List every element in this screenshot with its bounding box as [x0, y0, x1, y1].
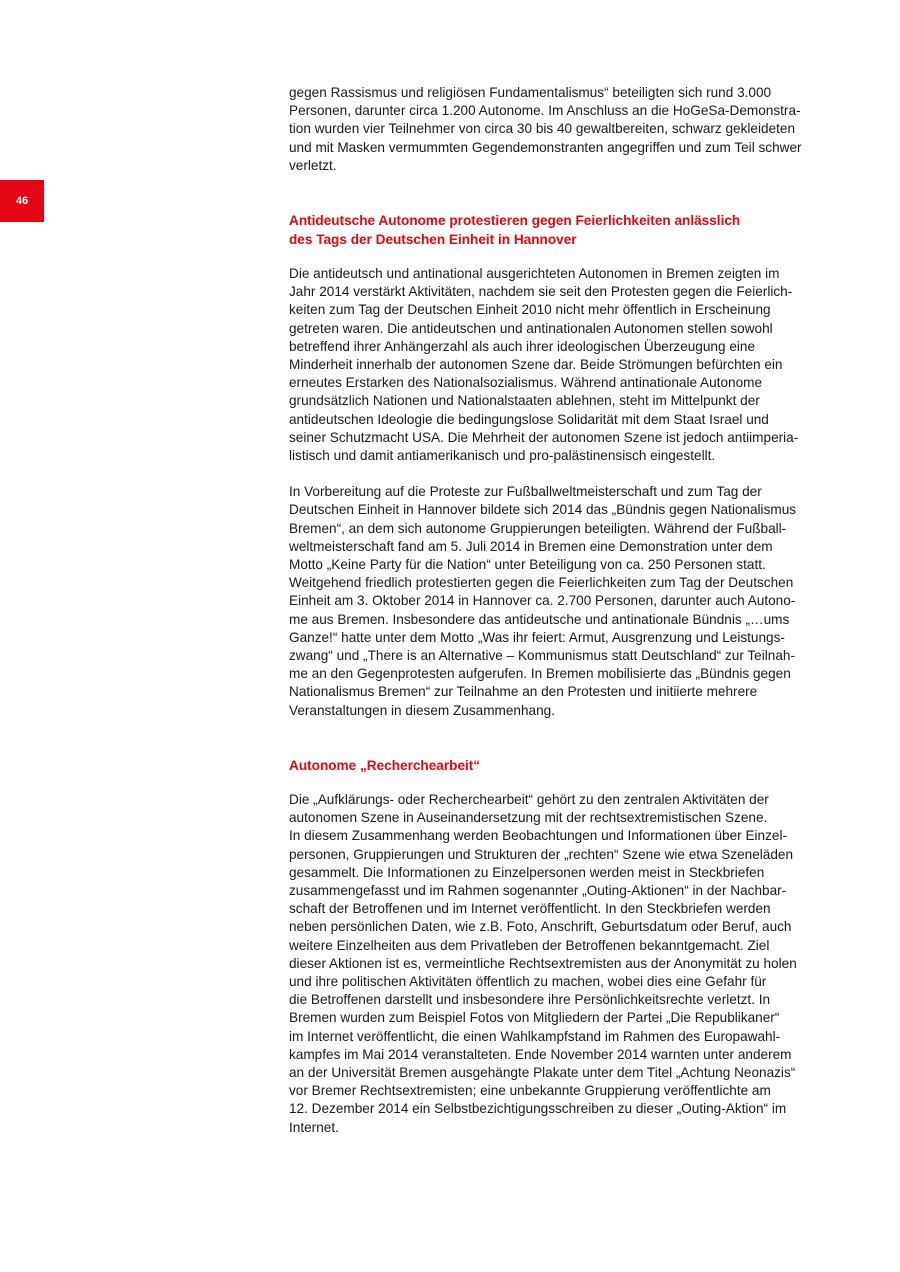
text-line: weltmeisterschaft fand am 5. Juli 2014 in Bremen eine Demonstration unter dem	[289, 538, 773, 554]
text-line: Jahr 2014 verstärkt Aktivitäten, nachdem sie seit den Protesten gegen die Feierlich-	[289, 284, 793, 300]
text-line: Ganze!“ hatte unter dem Motto „Was ihr feiert: Armut, Ausgrenzung und Leistungs-	[289, 629, 785, 645]
text-line: Veranstaltungen in diesem Zusammenhang.	[289, 702, 555, 718]
heading-line: des Tags der Deutschen Einheit in Hannover	[289, 232, 577, 248]
text-line: an der Universität Bremen ausgehängte Plakate unter dem Titel „Achtung Neonazis“	[289, 1064, 796, 1080]
text-line: betreffend ihrer Anhängerzahl als auch ihrer ideologischen Überzeugung eine	[289, 338, 756, 354]
text-line: Einheit am 3. Oktober 2014 in Hannover ca. 2.700 Personen, darunter auch Autono-	[289, 593, 796, 609]
text-line: autonomen Szene in Auseinandersetzung mit der rechtsextremistischen Szene.	[289, 810, 768, 826]
text-line: Minderheit innerhalb der autonomen Szene dar. Beide Strömungen befürchten ein	[289, 357, 783, 373]
text-line: 12. Dezember 2014 ein Selbstbezichtigungsschreiben zu dieser „Outing-Aktion“ im	[289, 1101, 787, 1117]
text-line: grundsätzlich Nationen und Nationalstaaten ablehnen, steht im Mittelpunkt der	[289, 393, 760, 409]
text-line: verletzt.	[289, 157, 337, 173]
text-line: me an den Gegenprotesten aufgerufen. In Bremen mobilisierte das „Bündnis gegen	[289, 666, 791, 682]
text-line: dieser Aktionen ist es, vermeintliche Rechtsextremisten aus der Anonymität zu holen	[289, 955, 797, 971]
text-line: personen, Gruppierungen und Strukturen der „rechten“ Szene wie etwa Szeneläden	[289, 846, 794, 862]
text-line: Bremen“, an dem sich autonome Gruppierungen beteiligten. Während der Fußball-	[289, 520, 787, 536]
text-line: vor Bremer Rechtsextremisten; eine unbekannte Gruppierung veröffentlichte am	[289, 1083, 771, 1099]
text-line: gegen Rassismus und religiösen Fundamentalismus“ beteiligten sich rund 3.000	[289, 85, 772, 100]
text-line: und mit Masken vermummten Gegendemonstranten angegriffen und zum Teil schwer	[289, 139, 802, 155]
text-line: Die antideutsch und antinational ausgerichteten Autonomen in Bremen zeigten im	[289, 266, 780, 282]
paragraph-antideutsche-overview	[289, 265, 837, 465]
section-heading-recherchearbeit	[289, 756, 837, 775]
paragraph-recherchearbeit	[289, 791, 837, 1137]
main-content	[289, 84, 837, 1137]
paragraph-hannover-protests	[289, 483, 837, 720]
text-line: antideutschen Ideologie die bedingungslose Solidarität mit dem Staat Israel und	[289, 411, 769, 427]
text-line: erneutes Erstarken des Nationalsozialismus. Während antinationale Autonome	[289, 375, 763, 391]
text-line: weitere Einzelheiten aus dem Privatleben der Betroffenen bekanntgemacht. Ziel	[289, 937, 770, 953]
text-line: getreten waren. Die antideutschen und antinationalen Autonomen stellen sowohl	[289, 320, 773, 336]
text-line: im Internet veröffentlicht, die einen Wahlkampfstand im Rahmen des Europawahl-	[289, 1028, 781, 1044]
text-line: Nationalismus Bremen“ zur Teilnahme an den Protesten und initiierte mehrere	[289, 684, 758, 700]
text-line: In diesem Zusammenhang werden Beobachtungen und Informationen über Einzel-	[289, 828, 787, 844]
text-line: keiten zum Tag der Deutschen Einheit 2010 nicht mehr öffentlich in Erscheinung	[289, 302, 771, 318]
text-line: Deutschen Einheit in Hannover bildete sich 2014 das „Bündnis gegen Nationalismus	[289, 502, 797, 518]
text-line: Motto „Keine Party für die Nation“ unter Beteiligung von ca. 250 Personen statt.	[289, 557, 766, 573]
text-line: seiner Schutzmacht USA. Die Mehrheit der autonomen Szene ist jedoch antiimperia-	[289, 429, 799, 445]
text-line: gesammelt. Die Informationen zu Einzelpersonen werden meist in Steckbriefen	[289, 864, 765, 880]
text-line: Internet.	[289, 1119, 339, 1135]
heading-line: Autonome „Recherchearbeit“	[289, 757, 481, 773]
page-number-tab	[0, 180, 44, 222]
text-line: In Vorbereitung auf die Proteste zur Fußballweltmeisterschaft und zum Tag der	[289, 484, 762, 500]
section-heading-antideutsche	[289, 211, 837, 249]
heading-line: Antideutsche Autonome protestieren gegen Feierlichkeiten anlässlich	[289, 213, 741, 229]
text-line: schaft der Betroffenen und im Internet veröffentlicht. In den Steckbriefen werden	[289, 901, 771, 917]
text-line: zusammengefasst und im Rahmen sogenannter „Outing-Aktionen“ in der Nachbar-	[289, 882, 787, 898]
text-line: und ihre politischen Aktivitäten öffentlich zu machen, wobei dies eine Gefahr für	[289, 973, 767, 989]
text-line: Bremen wurden zum Beispiel Fotos von Mitgliedern der Partei „Die Republikaner“	[289, 1010, 780, 1026]
text-line: kampfes im Mai 2014 veranstalteten. Ende November 2014 warnten unter anderem	[289, 1046, 792, 1062]
page-number: 46	[15, 195, 29, 207]
text-line: me aus Bremen. Insbesondere das antideutsche und antinationale Bündnis „…ums	[289, 611, 790, 627]
text-line: zwang“ und „There is an Alternative – Kommunismus statt Deutschland“ zur Teilnah-	[289, 648, 795, 664]
text-line: die Betroffenen darstellt und insbesondere ihre Persönlichkeitsrechte verletzt. In	[289, 992, 771, 1008]
text-line: Personen, darunter circa 1.200 Autonome. Im Anschluss an die HoGeSa-Demonstra-	[289, 103, 801, 119]
text-line: neben persönlichen Daten, wie z.B. Foto, Anschrift, Geburtsdatum oder Beruf, auch	[289, 919, 792, 935]
text-line: Weitgehend friedlich protestierten gegen die Feierlichkeiten zum Tag der Deutschen	[289, 575, 794, 591]
text-line: Die „Aufklärungs- oder Recherchearbeit“ gehört zu den zentralen Aktivitäten der	[289, 791, 769, 807]
intro-paragraph	[289, 84, 837, 175]
text-line: tion wurden vier Teilnehmer von circa 30 bis 40 gewaltbereiten, schwarz gekleideten	[289, 121, 796, 137]
text-line: listisch und damit antiamerikanisch und pro-palästinensisch eingestellt.	[289, 448, 716, 464]
